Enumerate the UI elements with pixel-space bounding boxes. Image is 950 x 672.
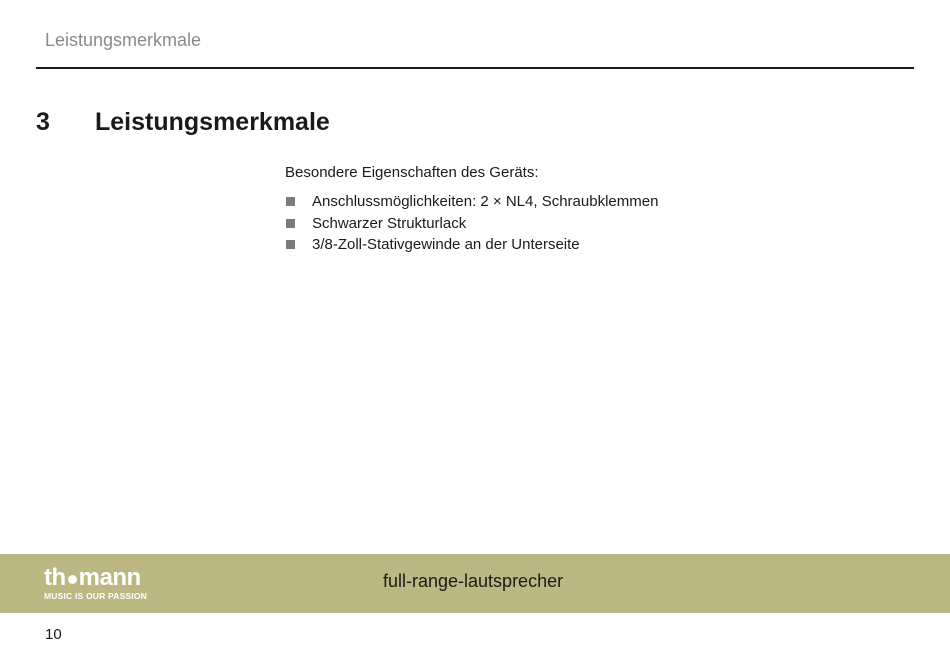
logo-text-left: th	[44, 564, 66, 591]
logo-wordmark	[44, 566, 147, 590]
square-bullet-icon	[286, 219, 295, 228]
thomann-logo	[44, 566, 147, 601]
features-intro: Besondere Eigenschaften des Geräts:	[285, 164, 539, 181]
square-bullet-icon	[286, 197, 295, 206]
section-number: 3	[36, 108, 50, 136]
square-bullet-icon	[286, 240, 295, 249]
logo-tagline: MUSIC IS OUR PASSION	[44, 591, 148, 601]
feature-item	[285, 235, 658, 257]
footer-band	[0, 554, 950, 613]
feature-text: 3/8-Zoll-Stativgewinde an der Unterseite	[312, 236, 580, 253]
features-list	[285, 192, 658, 257]
section-title: Leistungsmerkmale	[95, 108, 330, 136]
footer-product-title: full-range-lautsprecher	[383, 571, 564, 591]
logo-dot-icon	[68, 575, 77, 584]
feature-text: Schwarzer Strukturlack	[312, 214, 467, 232]
feature-text: Anschlussmöglichkeiten: 2 × NL4, Schraubklemmen	[312, 193, 659, 210]
running-header: Leistungsmerkmale	[45, 30, 202, 50]
feature-item	[285, 214, 658, 236]
feature-item	[285, 192, 658, 214]
header-divider	[36, 67, 914, 69]
logo-text-right: mann	[78, 564, 141, 591]
page-number: 10	[45, 626, 62, 643]
